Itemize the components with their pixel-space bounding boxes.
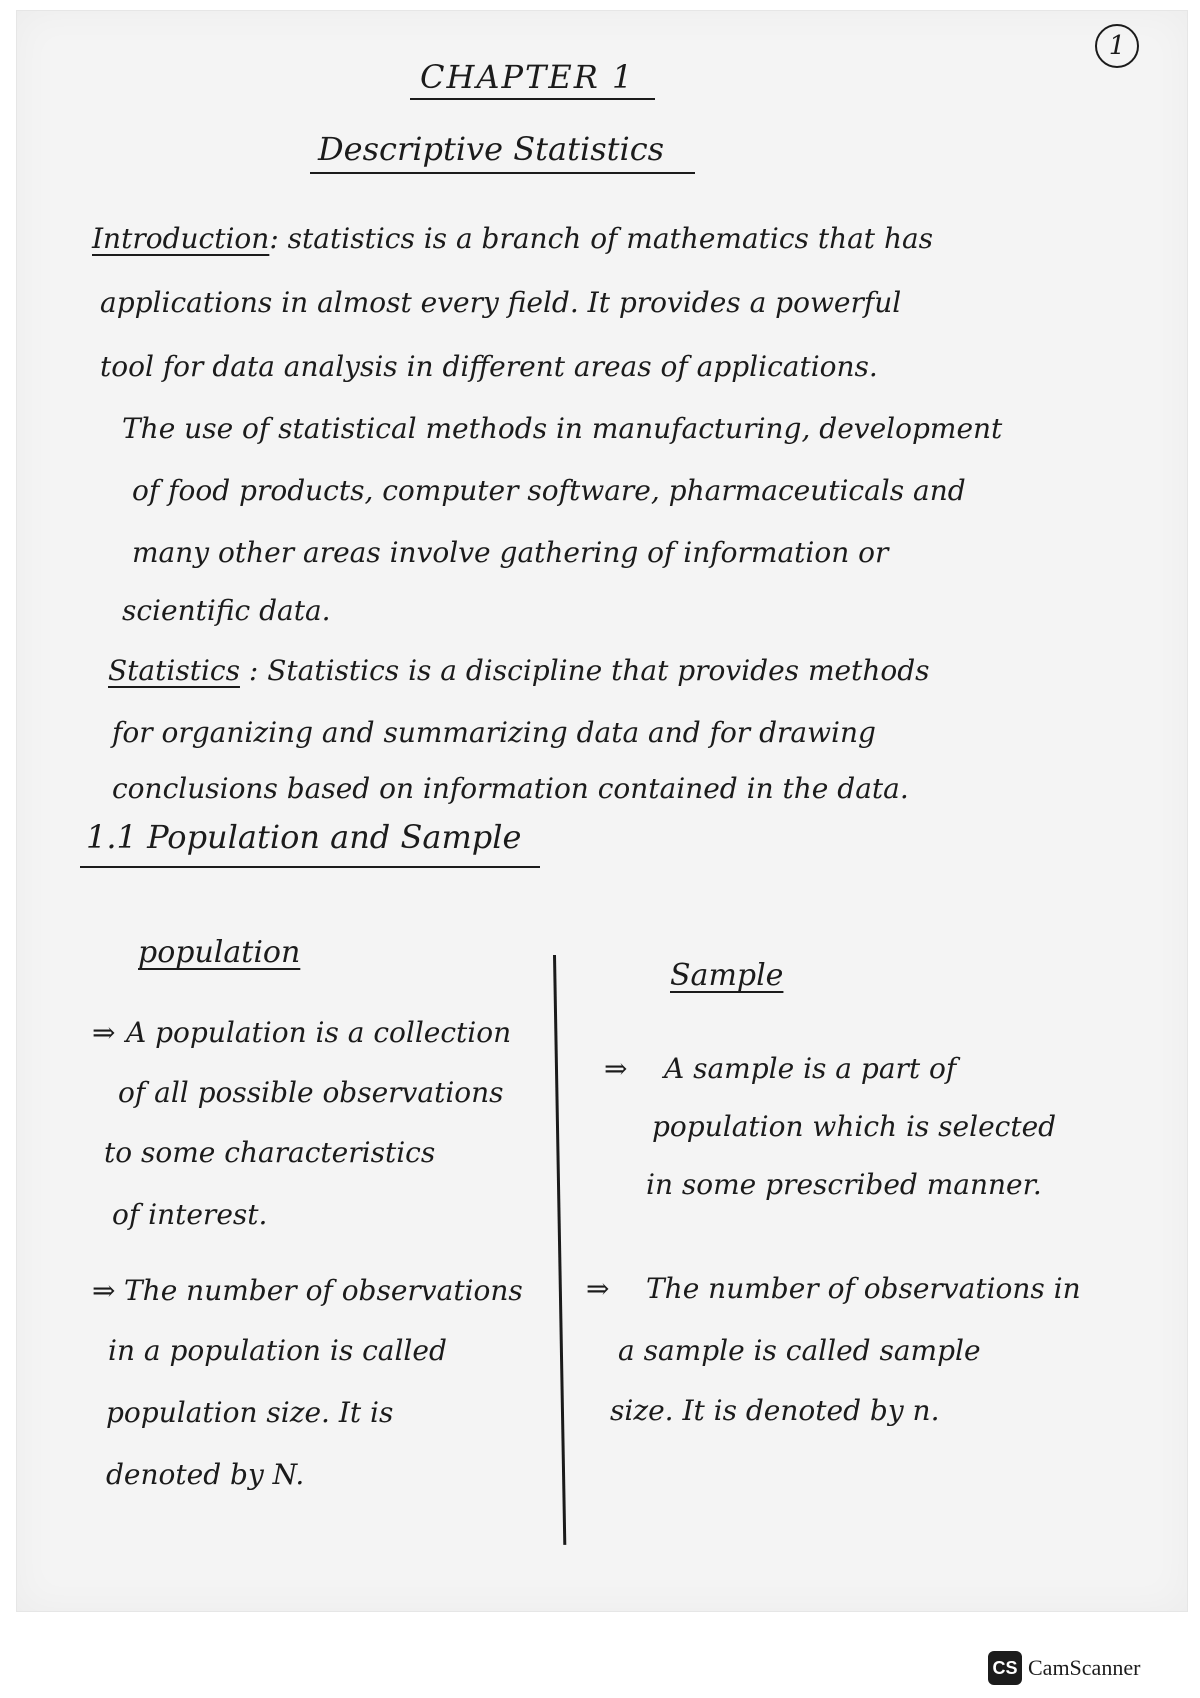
statistics-definition-line-2: for organizing and summarizing data and for drawing xyxy=(112,716,876,749)
statistics-heading: Statistics xyxy=(108,654,240,687)
intro-line-1: Introduction: statistics is a branch of mathematics that has xyxy=(92,222,934,255)
statistics-definition-line-1: Statistics : Statistics is a discipline that provides methods xyxy=(108,654,930,687)
introduction-paragraph xyxy=(92,210,933,268)
sample-point-1-line-2: population which is selected xyxy=(652,1110,1057,1143)
population-heading: population xyxy=(138,935,301,970)
section-underline xyxy=(80,866,540,868)
intro-line-3: tool for data analysis in different areas of applications. xyxy=(100,350,878,383)
sample-arrow-2: ⇒ xyxy=(586,1272,610,1305)
population-point-1-line-1: A population is a collection xyxy=(126,1016,512,1049)
intro-line-5: of food products, computer software, pharmaceuticals and xyxy=(132,474,966,507)
intro-line-4: The use of statistical methods in manufacturing, development xyxy=(122,412,1003,445)
statistics-definition-line-3: conclusions based on information contained in the data. xyxy=(112,772,909,805)
sample-point-2-line-1: The number of observations in xyxy=(646,1272,1081,1305)
population-point-1-line-3: to some characteristics xyxy=(104,1136,436,1169)
population-arrow-2: ⇒ xyxy=(92,1274,116,1307)
introduction-heading: Introduction xyxy=(92,222,270,255)
camscanner-watermark xyxy=(988,1651,1140,1685)
sample-heading: Sample xyxy=(670,958,784,993)
intro-line-2: applications in almost every field. It provides a powerful xyxy=(100,286,902,319)
sample-point-1-line-3: in some prescribed manner. xyxy=(646,1168,1042,1201)
intro-line-7: scientific data. xyxy=(122,594,331,627)
chapter-title: CHAPTER 1 xyxy=(420,58,635,96)
sample-point-2-line-3: size. It is denoted by n. xyxy=(610,1394,940,1427)
population-arrow-1: ⇒ xyxy=(92,1016,116,1049)
population-point-2-line-4: denoted by N. xyxy=(106,1458,305,1491)
sample-point-2-line-2: a sample is called sample xyxy=(618,1334,981,1367)
chapter-subtitle: Descriptive Statistics xyxy=(318,130,665,168)
camscanner-brand: CamScanner xyxy=(1028,1655,1141,1680)
population-point-2-line-1: The number of observations xyxy=(124,1274,523,1307)
camscanner-logo-icon: CS xyxy=(988,1651,1022,1685)
sample-arrow-1: ⇒ xyxy=(604,1052,628,1085)
section-heading: 1.1 Population and Sample xyxy=(86,818,522,856)
population-point-2-line-2: in a population is called xyxy=(108,1334,447,1367)
population-point-1-line-2: of all possible observations xyxy=(118,1076,504,1109)
population-point-1-line-4: of interest. xyxy=(112,1198,268,1231)
intro-line-6: many other areas involve gathering of information or xyxy=(132,536,889,569)
sample-point-1-line-1: A sample is a part of xyxy=(664,1052,957,1085)
page-number: 1 xyxy=(1095,24,1139,68)
subtitle-underline xyxy=(310,172,695,174)
chapter-underline xyxy=(410,98,655,100)
population-point-2-line-3: population size. It is xyxy=(106,1396,394,1429)
